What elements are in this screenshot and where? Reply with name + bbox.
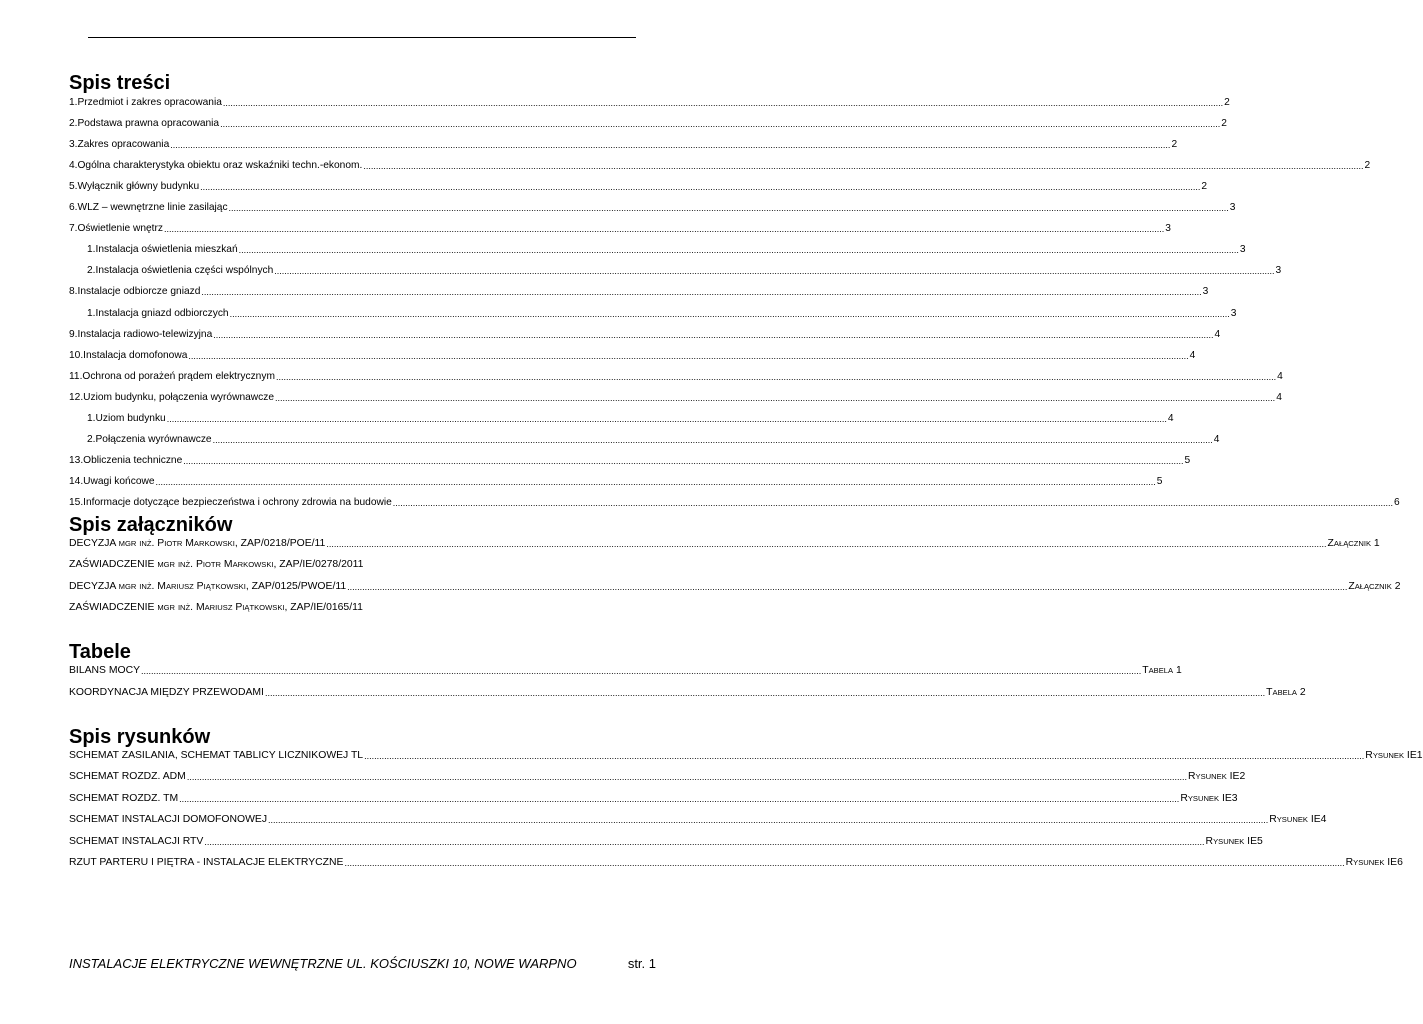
figure-entry-ref: RYSUNEK IE6 — [1345, 857, 1403, 868]
toc-entry-ref: 3 — [1275, 265, 1282, 277]
toc-entry-ref: 4 — [1214, 328, 1221, 340]
toc-entry-label: 3.Zakres opracowania — [69, 139, 170, 151]
toc-entry-label: 12.Uziom budynku, połączenia wyrównawcze — [69, 391, 274, 403]
toc-entry-label: 5.Wyłącznik główny budynku — [69, 181, 200, 193]
toc-entry[interactable] — [69, 221, 1171, 235]
toc-entry[interactable] — [69, 495, 1400, 509]
dot-leader: ................................................................................................................................................................................................................................................................................................................................................................................................................ — [238, 245, 1239, 256]
toc-entry[interactable] — [69, 284, 1209, 298]
dot-leader: ................................................................................................................................................................................................................................................................................................................................................................................................................ — [204, 836, 1205, 847]
figure-entry-ref: RYSUNEK IE5 — [1205, 835, 1263, 847]
dot-leader: ................................................................................................................................................................................................................................................................................................................................................................................................................ — [188, 350, 1189, 361]
dot-leader: ................................................................................................................................................................................................................................................................................................................................................................................................................ — [213, 329, 1214, 340]
toc-entry[interactable] — [87, 411, 1174, 425]
toc-entry-label: 14.Uwagi końcowe — [69, 475, 155, 487]
figure-entry[interactable] — [69, 834, 1263, 848]
figure-entry-label: SCHEMAT ZASILANIA, SCHEMAT TABLICY LICZNIKOWEJ TL — [69, 750, 364, 761]
attachment-entry[interactable] — [69, 557, 656, 571]
attachment-entry-ref: ZAŁĄCZNIK 1 — [1327, 538, 1380, 549]
toc-entry-ref: 5 — [1184, 454, 1191, 466]
toc-entry[interactable] — [69, 158, 1371, 172]
attachment-entry[interactable] — [69, 536, 1380, 550]
dot-leader: ................................................................................................................................................................................................................................................................................................................................................................................................................ — [201, 287, 1202, 298]
table-entry-ref: TABELA 1 — [1142, 665, 1182, 676]
toc-entry-ref: 4 — [1189, 349, 1196, 361]
dot-leader: ................................................................................................................................................................................................................................................................................................................................................................................................................ — [170, 140, 1171, 151]
toc-entry-label: 1.Przedmiot i zakres opracowania — [69, 97, 222, 108]
figure-entry-ref: RYSUNEK IE4 — [1269, 814, 1327, 826]
toc-entry-label: 1.Uziom budynku — [87, 412, 166, 424]
dot-leader: ................................................................................................................................................................................................................................................................................................................................................................................................................ — [220, 119, 1221, 130]
dot-leader: ................................................................................................................................................................................................................................................................................................................................................................................................................ — [229, 308, 1230, 319]
tables-heading: Tabele — [69, 641, 131, 663]
figure-entry-label: RZUT PARTERU I PIĘTRA - INSTALACJE ELEKTRYCZNE — [69, 857, 344, 868]
toc-entry-label: 2.Połączenia wyrównawcze — [87, 433, 212, 445]
figure-entry[interactable] — [69, 769, 1246, 783]
toc-entry[interactable] — [69, 348, 1196, 362]
dot-leader: ................................................................................................................................................................................................................................................................................................................................................................................................................ — [392, 497, 1393, 508]
toc-entry-ref: 6 — [1394, 496, 1400, 508]
toc-entry[interactable] — [69, 200, 1236, 214]
toc-entry-ref: 2 — [1221, 118, 1227, 130]
header-rule — [88, 37, 636, 38]
dot-leader: ................................................................................................................................................................................................................................................................................................................................................................................................................ — [344, 858, 1345, 868]
dot-leader: ................................................................................................................................................................................................................................................................................................................................................................................................................ — [228, 203, 1229, 214]
figures-heading: Spis rysunków — [69, 726, 211, 748]
toc-entry[interactable] — [69, 369, 1283, 383]
toc-entry-label: 8.Instalacje odbiorcze gniazd — [69, 286, 201, 298]
dot-leader: ................................................................................................................................................................................................................................................................................................................................................................................................................ — [364, 751, 1365, 761]
figure-entry[interactable] — [69, 748, 1423, 762]
figure-entry-label: SCHEMAT INSTALACJI DOMOFONOWEJ — [69, 814, 268, 826]
dot-leader: ................................................................................................................................................................................................................................................................................................................................................................................................................ — [155, 476, 1156, 487]
attachment-entry-ref: ZAŁĄCZNIK 2 — [1348, 580, 1401, 592]
toc-entry[interactable] — [69, 179, 1208, 193]
footer-title: INSTALACJE ELEKTRYCZNE WEWNĘTRZNE UL. KOŚCIUSZKI 10, NOWE WARPNO — [69, 956, 577, 971]
toc-entry[interactable] — [69, 474, 1163, 488]
toc-entry-ref: 3 — [1229, 202, 1236, 214]
toc-entry-label: 2.Instalacja oświetlenia części wspólnych — [87, 265, 274, 277]
toc-entry-ref: 4 — [1213, 433, 1220, 445]
table-entry-ref: TABELA 2 — [1266, 686, 1306, 698]
dot-leader: ................................................................................................................................................................................................................................................................................................................................................................................................................ — [164, 224, 1165, 235]
toc-entry-ref: 3 — [1230, 307, 1237, 319]
dot-leader: ................................................................................................................................................................................................................................................................................................................................................................................................................ — [363, 161, 1364, 172]
toc-entry-ref: 4 — [1167, 412, 1174, 424]
toc-entry-label: 6.WLZ – wewnętrzne linie zasilając — [69, 202, 228, 214]
toc-entry-ref: 3 — [1239, 244, 1246, 256]
figure-entry-ref: RYSUNEK IE2 — [1188, 771, 1246, 783]
table-entry[interactable] — [69, 663, 1182, 677]
toc-entry-label: 13.Obliczenia techniczne — [69, 454, 183, 466]
figure-entry[interactable] — [69, 855, 1403, 869]
dot-leader: ................................................................................................................................................................................................................................................................................................................................................................................................................ — [274, 266, 1275, 277]
toc-entry-ref: 3 — [1165, 223, 1171, 235]
toc-entry-ref: 2 — [1224, 97, 1230, 108]
toc-entry[interactable] — [87, 242, 1246, 256]
toc-entry[interactable] — [69, 95, 1230, 109]
page-footer — [69, 956, 656, 972]
toc-entry-ref: 2 — [1171, 139, 1178, 151]
figure-entry-ref: RYSUNEK IE3 — [1180, 792, 1238, 804]
dot-leader: ................................................................................................................................................................................................................................................................................................................................................................................................................ — [275, 371, 1277, 382]
dot-leader: ................................................................................................................................................................................................................................................................................................................................................................................................................ — [186, 772, 1188, 783]
dot-leader: ................................................................................................................................................................................................................................................................................................................................................................................................................ — [166, 413, 1167, 424]
toc-entry-ref: 4 — [1276, 391, 1282, 403]
toc-entry-label: 15.Informacje dotyczące bezpieczeństwa i ochrony zdrowia na budowie — [69, 496, 392, 508]
table-entry[interactable] — [69, 685, 1306, 699]
table-entry-label: BILANS MOCY — [69, 665, 141, 676]
figure-entry-ref: RYSUNEK IE1 — [1365, 750, 1423, 761]
attachment-entry[interactable] — [69, 600, 656, 614]
toc-entry[interactable] — [87, 306, 1237, 320]
toc-entry-ref: 2 — [1201, 181, 1208, 193]
toc-entry-label: 4.Ogólna charakterystyka obiektu oraz wskaźniki techn.-ekonom. — [69, 160, 363, 172]
attachment-entry-label: ZAŚWIADCZENIE MGR INŻ. MARIUSZ PIĄTKOWSKI, ZAP/IE/0165/11 — [69, 601, 363, 613]
dot-leader: ................................................................................................................................................................................................................................................................................................................................................................................................................ — [141, 666, 1142, 676]
toc-entry[interactable] — [87, 432, 1220, 446]
dot-leader: ................................................................................................................................................................................................................................................................................................................................................................................................................ — [212, 434, 1213, 445]
figure-entry[interactable] — [69, 791, 1238, 805]
dot-leader: ................................................................................................................................................................................................................................................................................................................................................................................................................ — [183, 455, 1184, 466]
toc-entry-label: 1.Instalacja gniazd odbiorczych — [87, 307, 229, 319]
toc-entry[interactable] — [69, 453, 1191, 467]
toc-entry-ref: 2 — [1364, 160, 1371, 172]
dot-leader: ................................................................................................................................................................................................................................................................................................................................................................................................................ — [222, 98, 1224, 108]
attachment-entry-label: DECYZJA MGR INŻ. MARIUSZ PIĄTKOWSKI, ZAP/0125/PWOE/11 — [69, 580, 347, 592]
dot-leader: ................................................................................................................................................................................................................................................................................................................................................................................................................ — [268, 815, 1269, 826]
toc-heading: Spis treści — [69, 72, 171, 94]
toc-entry-label: 9.Instalacja radiowo-telewizyjna — [69, 328, 213, 340]
attachments-heading: Spis załączników — [69, 514, 233, 536]
footer-page-number: str. 1 — [627, 956, 656, 971]
dot-leader: ................................................................................................................................................................................................................................................................................................................................................................................................................ — [264, 687, 1266, 698]
toc-entry-label: 1.Instalacja oświetlenia mieszkań — [87, 244, 238, 256]
figure-entry-label: SCHEMAT ROZDZ. ADM — [69, 771, 186, 783]
toc-entry-ref: 5 — [1156, 475, 1163, 487]
toc-entry[interactable] — [69, 390, 1282, 404]
toc-entry[interactable] — [69, 116, 1227, 130]
table-entry-label: KOORDYNACJA MIĘDZY PRZEWODAMI — [69, 686, 264, 698]
figure-entry[interactable] — [69, 812, 1327, 826]
attachment-entry[interactable] — [69, 579, 1401, 593]
figure-entry-label: SCHEMAT ROZDZ. TM — [69, 792, 179, 804]
toc-entry-label: 2.Podstawa prawna opracowania — [69, 118, 220, 130]
toc-entry-label: 11.Ochrona od porażeń prądem elektrycznym — [69, 370, 275, 382]
attachment-entry-label: ZAŚWIADCZENIE MGR INŻ. PIOTR MARKOWSKI, ZAP/IE/0278/2011 — [69, 559, 364, 571]
toc-entry[interactable] — [87, 263, 1282, 277]
dot-leader: ................................................................................................................................................................................................................................................................................................................................................................................................................ — [179, 793, 1180, 804]
dot-leader: ................................................................................................................................................................................................................................................................................................................................................................................................................ — [200, 182, 1201, 193]
toc-entry-label: 7.Oświetlenie wnętrz — [69, 223, 163, 235]
toc-entry[interactable] — [69, 327, 1221, 341]
dot-leader: ................................................................................................................................................................................................................................................................................................................................................................................................................ — [347, 581, 1348, 592]
toc-entry-ref: 3 — [1202, 286, 1209, 298]
toc-entry-ref: 4 — [1277, 370, 1283, 382]
figure-entry-label: SCHEMAT INSTALACJI RTV — [69, 835, 204, 847]
attachment-entry-label: DECYZJA MGR INŻ. PIOTR MARKOWSKI, ZAP/0218/POE/11 — [69, 538, 326, 549]
toc-entry-label: 10.Instalacja domofonowa — [69, 349, 188, 361]
dot-leader: ................................................................................................................................................................................................................................................................................................................................................................................................................ — [274, 392, 1276, 403]
dot-leader: ................................................................................................................................................................................................................................................................................................................................................................................................................ — [326, 539, 1327, 549]
toc-entry[interactable] — [69, 137, 1178, 151]
